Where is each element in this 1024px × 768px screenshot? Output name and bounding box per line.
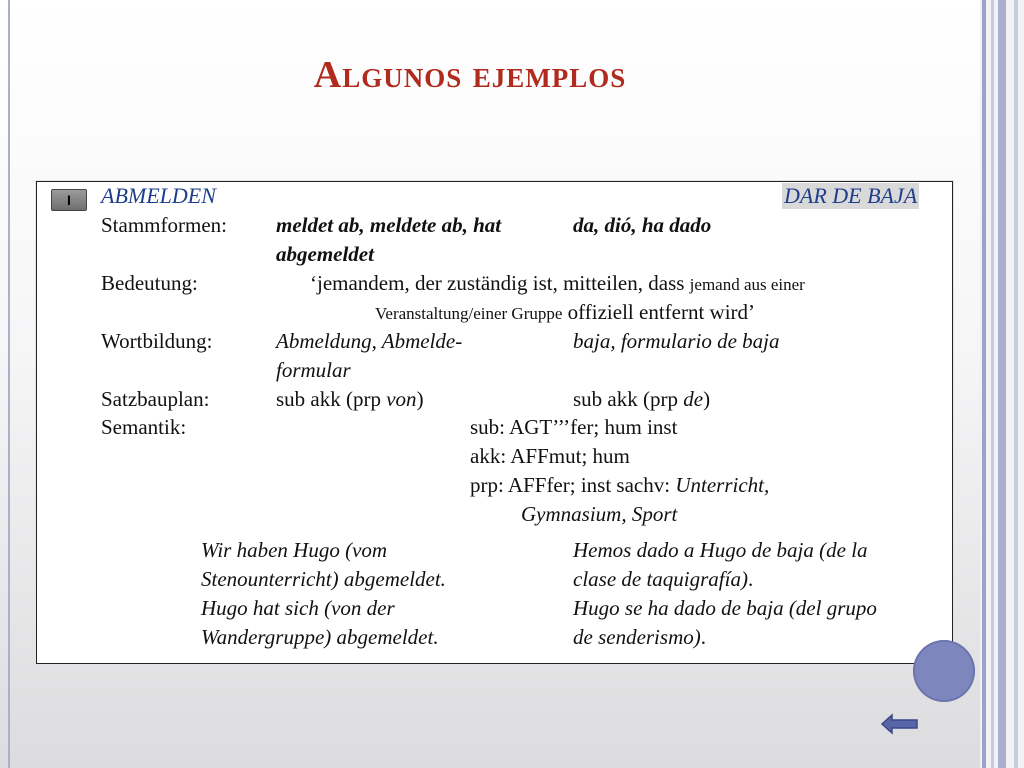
dictionary-entry-image [36,181,953,664]
semantik-line3-italic: Unterricht, [675,473,770,497]
example-es-line3: Hugo se ha dado de baja (del grupo [573,596,877,620]
example-de-line2: Stenounterricht) abgemeldet. [201,567,446,591]
right-decorative-strips [980,0,1024,768]
satzbauplan-es-prep: de [683,387,704,411]
example-es-line4 [573,624,706,650]
headword-es: DAR DE BAJA [784,183,918,208]
semantik-label: Semantik: [101,415,187,439]
bedeutung-line1-main: ‘jemandem, der zuständig ist, mitteilen, dass [310,271,685,295]
bedeutung-line2-main: offiziell entfernt wird’ [567,300,756,324]
example-es-line2-text: clase de taquigrafía) [573,567,748,591]
wortbildung-es: baja, formulario de baja [573,329,780,353]
stammformen-es: da, dió, ha dado [573,213,712,237]
slide-title [314,52,627,98]
semantik-line3-pre: prp: AFFfer; inst sachv: [470,473,676,497]
example-de-line3: Hugo hat sich (von der [201,596,395,620]
semantik-line1: sub: AGT’’’fer; hum inst [470,415,678,439]
back-button[interactable] [880,711,920,737]
satzbauplan-label: Satzbauplan: [101,387,210,411]
arrow-left-icon [880,711,920,737]
satzbauplan-de-post: ) [416,387,424,411]
stammformen-de-line2: abgemeldet [276,242,374,266]
satzbauplan-es-post: ) [703,387,711,411]
example-de-line4: Wandergruppe) abgemeldet. [201,625,439,649]
bedeutung-label: Bedeutung: [101,271,198,295]
satzbauplan-de-pre: sub akk (prp [276,387,387,411]
bedeutung-line2-small: Veranstaltung/einer Gruppe [375,304,563,323]
entry-badge: I [51,189,87,211]
example-es-line2-period: . [747,567,754,591]
strip [982,0,986,768]
bedeutung-line2 [375,299,755,327]
strip [998,0,1006,768]
satzbauplan-es [573,386,710,412]
example-de-line1: Wir haben Hugo (vom [201,538,388,562]
semantik-line4: Gymnasium, Sport [521,502,678,526]
example-es-line4-text: de senderismo) [573,625,701,649]
slide-title-text: Algunos ejemplos [313,54,627,96]
satzbauplan-de-prep: von [386,387,417,411]
bedeutung-line1-small: jemand aus einer [689,275,805,294]
example-es-line2 [573,566,753,592]
satzbauplan-de [276,386,424,412]
semantik-line3 [470,472,769,498]
wortbildung-de-line1: Abmeldung, Abmelde- [276,329,463,353]
strip [1014,0,1018,768]
example-es-line1: Hemos dado a Hugo de baja (de la [573,538,868,562]
decorative-circle [913,640,975,702]
satzbauplan-es-pre: sub akk (prp [573,387,684,411]
stammformen-de-line1: meldet ab, meldete ab, hat [276,213,502,237]
semantik-line2: akk: AFFmut; hum [470,444,630,468]
wortbildung-de-line2: formular [276,358,351,382]
headword-de: ABMELDEN [101,183,216,208]
example-es-line4-period: . [700,625,706,649]
wortbildung-label: Wortbildung: [101,329,213,353]
left-border-line [8,0,10,768]
title-area [0,52,940,98]
bedeutung-line1 [310,270,805,298]
stammformen-label: Stammformen: [101,213,227,237]
strip [991,0,994,768]
